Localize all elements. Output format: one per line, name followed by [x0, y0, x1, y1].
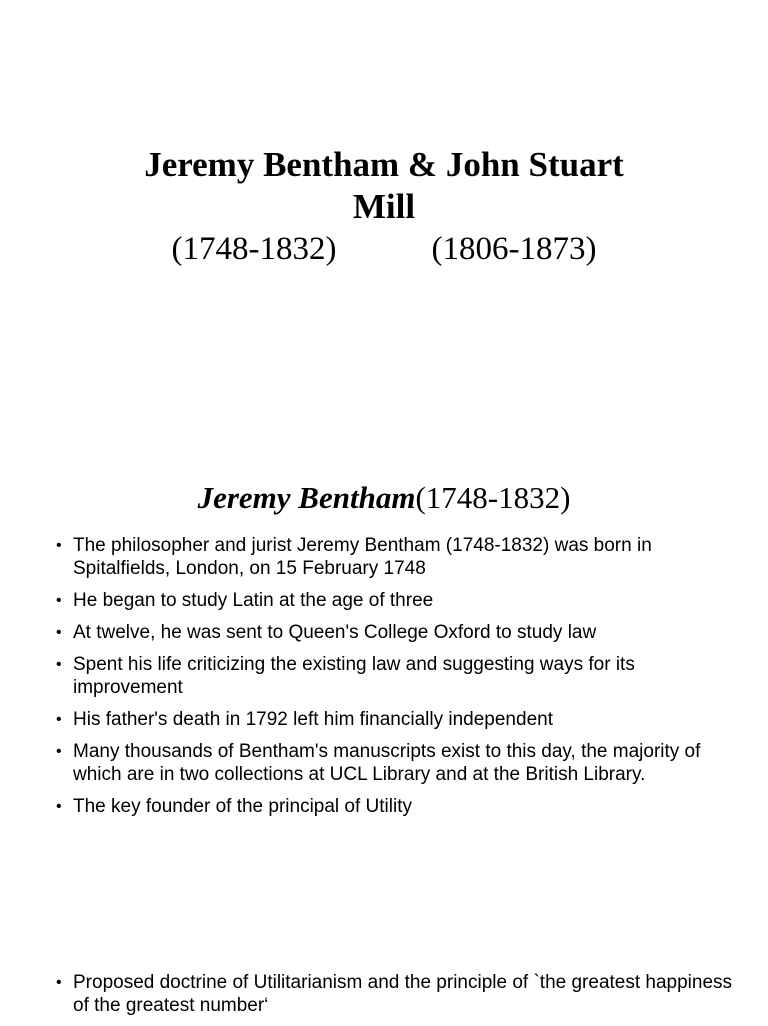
lifespan-dates — [0, 228, 768, 270]
presentation-title-line-2: Mill — [352, 187, 416, 226]
list-item — [56, 653, 736, 699]
heading-dates: (1748-1832) — [415, 480, 571, 515]
utilitarianism-bullet-list — [56, 971, 736, 1026]
list-item-text: He began to study Latin at the age of three — [73, 590, 434, 611]
list-item-text: Spent his life criticizing the existing law and suggesting ways for its improvement — [73, 654, 635, 698]
list-item-text: Proposed doctrine of Utilitarianism and the principle of `the greatest happiness of the greatest number‘ — [73, 972, 733, 1016]
title-slide — [0, 144, 768, 270]
list-item-text: The philosopher and jurist Jeremy Bentham (1748-1832) was born in Spitalfields, London, on 15 February 1748 — [73, 535, 652, 579]
list-item — [56, 971, 736, 1017]
list-item — [56, 589, 736, 612]
bullet-icon: • — [56, 974, 62, 991]
bullet-icon: • — [56, 743, 62, 760]
list-item-text: His father's death in 1792 left him financially independent — [73, 709, 553, 730]
bentham-dates: (1748-1832) — [171, 231, 337, 267]
bullet-icon: • — [56, 592, 62, 609]
bentham-bullet-list — [56, 534, 736, 827]
list-item — [56, 740, 736, 786]
list-item-text: At twelve, he was sent to Queen's College Oxford to study law — [73, 622, 597, 643]
section-heading — [0, 478, 768, 518]
heading-name: Jeremy Bentham — [197, 480, 416, 515]
presentation-title-line-1: Jeremy Bentham & John Stuart — [144, 145, 624, 184]
mill-dates: (1806-1873) — [431, 231, 597, 267]
list-item — [56, 534, 736, 580]
bullet-icon: • — [56, 798, 62, 815]
list-item — [56, 708, 736, 731]
list-item-text: The key founder of the principal of Utility — [73, 796, 413, 817]
list-item — [56, 795, 736, 818]
list-item-text: Many thousands of Bentham's manuscripts exist to this day, the majority of which are in two collections at UCL Library and at the British Library. — [73, 741, 701, 785]
list-item — [56, 621, 736, 644]
bullet-icon: • — [56, 656, 62, 673]
bullet-icon: • — [56, 624, 62, 641]
bullet-icon: • — [56, 711, 62, 728]
bullet-icon: • — [56, 537, 62, 554]
